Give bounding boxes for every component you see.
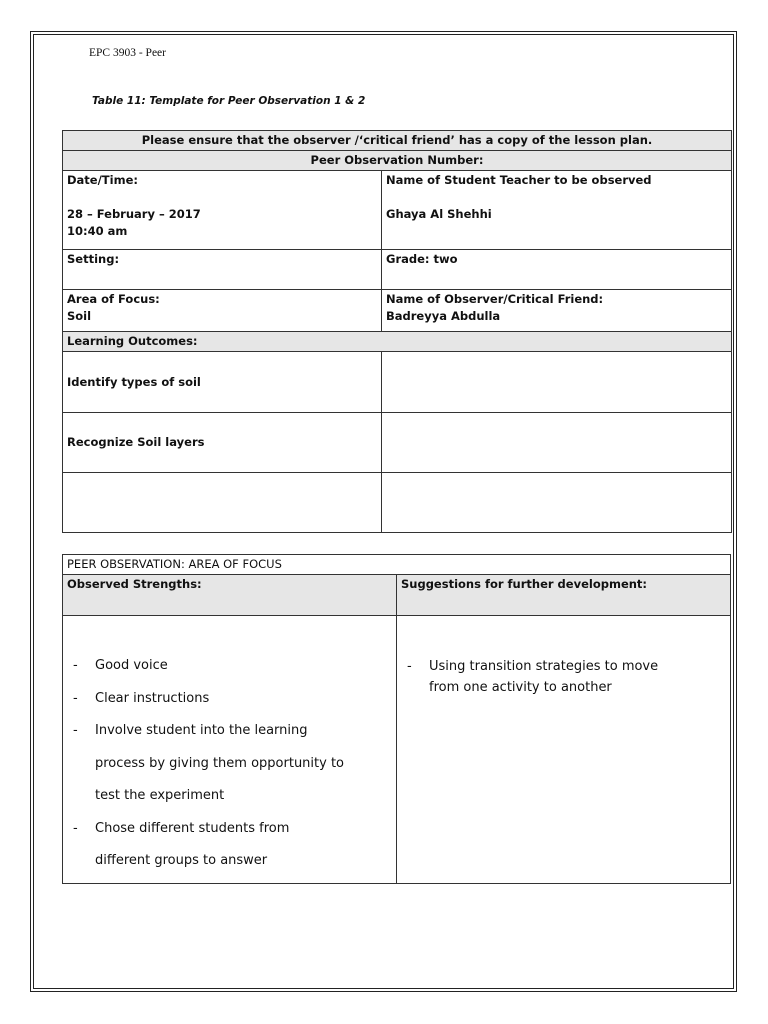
strengths-label: Observed Strengths: [63,575,397,616]
learning-outcome-1: Identify types of soil [63,352,382,413]
time-value: 10:40 am [67,224,128,238]
list-item: - Chose different students from [73,820,290,836]
list-item: - Involve student into the learning [73,723,308,738]
date-value: 28 – February – 2017 [67,207,201,221]
observer-label: Name of Observer/Critical Friend: [386,292,604,306]
list-item: test the experiment [95,788,225,803]
strengths-list [67,650,392,878]
suggestions-list [401,656,726,698]
student-teacher-label: Name of Student Teacher to be observed [386,173,652,187]
observation-title: PEER OBSERVATION: AREA OF FOCUS [63,555,731,575]
suggestions-cell [397,616,731,884]
suggestions-label: Suggestions for further development: [397,575,731,616]
learning-outcome-2: Recognize Soil layers [63,413,382,473]
focus-value: Soil [67,309,92,323]
observer-cell [382,290,732,332]
observation-form-table [62,130,732,533]
focus-label: Area of Focus: [67,292,160,306]
setting-label: Setting: [63,250,382,290]
grade-value: Grade: two [382,250,732,290]
observation-number-label: Peer Observation Number: [63,151,732,171]
learning-outcome-3 [63,473,382,533]
page-header: EPC 3903 - Peer [89,47,166,59]
learning-outcomes-label: Learning Outcomes: [63,332,732,352]
list-item: - Using transition strategies to move [407,659,659,674]
date-time-cell [63,171,382,250]
date-label: Date/Time: [67,173,138,187]
table-caption: Table 11: Template for Peer Observation 1 & 2 [92,95,366,107]
list-item: from one activity to another [429,680,612,695]
learning-outcome-2-notes [382,413,732,473]
student-teacher-cell [382,171,732,250]
learning-outcome-1-notes [382,352,732,413]
list-item: process by giving them opportunity to [95,755,345,771]
observer-value: Badreyya Abdulla [386,309,501,323]
learning-outcome-3-notes [382,473,732,533]
list-item: - Good voice [73,658,168,673]
focus-cell [63,290,382,332]
peer-observation-table [62,554,731,884]
strengths-cell [63,616,397,884]
list-item: - Clear instructions [73,690,210,706]
lesson-plan-notice: Please ensure that the observer /‘critical friend’ has a copy of the lesson plan. [63,131,732,151]
student-teacher-value: Ghaya Al Shehhi [386,207,492,221]
list-item: different groups to answer [95,853,268,868]
